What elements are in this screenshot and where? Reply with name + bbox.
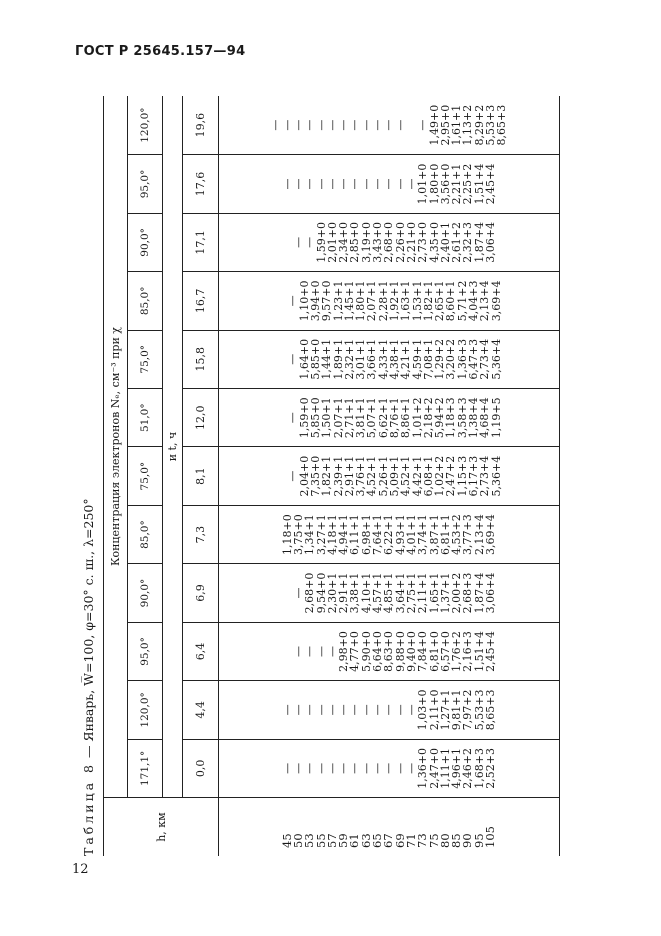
concentration-value: 2,25+2 <box>461 163 475 205</box>
concentration-value: 4,42+1 <box>410 455 424 497</box>
concentration-value: 1,01+0 <box>416 163 430 205</box>
concentration-value: 1,65+1 <box>427 572 441 614</box>
concentration-value: — <box>286 353 300 365</box>
time-header-cell: 7,3 <box>183 505 219 563</box>
chi-header-cell: 51,0° <box>128 389 163 447</box>
concentration-value: 5,53+3 <box>484 104 498 146</box>
concentration-value: 4,52+1 <box>365 455 379 497</box>
height-value: 75 <box>426 833 441 848</box>
concentration-value: — <box>371 178 385 190</box>
concentration-value: 6,98+1 <box>359 514 373 555</box>
concentration-value: 9,54+0 <box>314 572 328 614</box>
concentration-value: 1,15+3 <box>455 455 469 497</box>
concentration-value: 1,92+1 <box>388 280 401 322</box>
concentration-value: 1,18+0 <box>280 514 294 555</box>
concentration-value: 6,22+1 <box>382 514 396 555</box>
concentration-value: — <box>359 119 373 131</box>
concentration-value: 8,65+3 <box>484 689 498 731</box>
concentration-value: — <box>325 178 339 190</box>
concentration-value: 1,61+1 <box>450 104 464 146</box>
height-value: 80 <box>437 833 452 848</box>
concentration-value: 4,57+1 <box>371 572 385 614</box>
concentration-value: 1,49+0 <box>427 104 441 146</box>
time-header-cell: 6,9 <box>183 564 219 622</box>
concentration-value: 1,63+1 <box>399 280 413 322</box>
concentration-value: 1,53+1 <box>410 280 424 322</box>
height-value: 63 <box>358 833 373 848</box>
concentration-value: 3,74+1 <box>416 514 430 555</box>
concentration-value: 2,47+2 <box>444 455 458 497</box>
concentration-value: 2,16+3 <box>461 631 475 672</box>
value-column <box>219 96 560 155</box>
concentration-value: — <box>359 704 373 716</box>
concentration-value: 7,08+1 <box>421 338 435 380</box>
concentration-value: — <box>314 178 328 190</box>
concentration-value: — <box>359 762 373 774</box>
concentration-value: 2,04+0 <box>297 455 311 497</box>
chi-header-cell: 85,0° <box>128 505 163 563</box>
concentration-value: 4,96+1 <box>450 747 464 789</box>
concentration-value: — <box>348 119 362 131</box>
height-value: 71 <box>403 833 418 848</box>
concentration-value: — <box>303 645 317 657</box>
concentration-value: 2,45+4 <box>484 163 498 205</box>
concentration-value: 4,35+0 <box>427 222 441 263</box>
concentration-value: 3,87+1 <box>427 514 441 555</box>
concentration-value: 1,03+0 <box>416 689 430 731</box>
height-value: 55 <box>313 833 328 848</box>
concentration-value: 8,29+2 <box>472 104 486 146</box>
concentration-value: 3,43+0 <box>371 222 385 263</box>
concentration-value: 8,63+0 <box>382 631 396 672</box>
concentration-value: 3,58+3 <box>455 397 469 439</box>
concentration-value: 1,34+1 <box>303 514 317 555</box>
rotated-table-block <box>81 96 571 856</box>
concentration-value: — <box>303 178 317 190</box>
concentration-value: 1,37+1 <box>438 572 452 614</box>
concentration-value: 1,80+0 <box>427 163 441 205</box>
caption-label: Таблица 8 <box>81 761 96 856</box>
concentration-value: 6,81+0 <box>427 631 441 672</box>
concentration-value: 8,60+1 <box>444 280 458 322</box>
concentration-value: 2,73+4 <box>478 338 492 380</box>
concentration-value: 2,07+1 <box>331 397 345 439</box>
concentration-value: 1,13+2 <box>461 104 475 146</box>
concentration-value: — <box>286 295 300 307</box>
concentration-value: 1,59+0 <box>314 222 328 263</box>
concentration-value: — <box>291 645 305 657</box>
concentration-value: 1,11+1 <box>438 747 452 789</box>
concentration-value: 2,68+0 <box>382 222 396 263</box>
value-column <box>219 564 560 622</box>
page-number: 12 <box>72 862 89 877</box>
electron-concentration-table <box>103 96 560 856</box>
height-value: 59 <box>336 833 351 848</box>
concentration-value: 2,01+0 <box>325 222 339 263</box>
time-header-cell: 17,6 <box>183 155 219 213</box>
row-header-cell: h, км <box>104 798 219 856</box>
concentration-value: — <box>314 762 328 774</box>
concentration-value: 4,04+3 <box>467 280 481 322</box>
height-value: 53 <box>302 833 317 848</box>
concentration-value: 2,21+0 <box>404 222 418 263</box>
concentration-value: 4,21+1 <box>399 338 413 380</box>
concentration-value: 1,27+1 <box>438 689 452 731</box>
concentration-value: 4,93+1 <box>393 514 407 555</box>
time-header-cell: 4,4 <box>183 681 219 739</box>
concentration-value: 2,13+4 <box>478 280 492 322</box>
concentration-value: 3,94+0 <box>308 280 322 322</box>
concentration-value: — <box>382 762 396 774</box>
concentration-value: 6,47+3 <box>467 338 481 380</box>
value-column <box>219 447 560 505</box>
concentration-value: — <box>404 762 418 774</box>
concentration-value: 1,01+2 <box>410 397 424 439</box>
concentration-value: 4,68+4 <box>478 397 492 439</box>
concentration-value: 3,76+1 <box>354 455 368 497</box>
concentration-value: 5,09+1 <box>388 455 401 497</box>
concentration-value: 1,87+4 <box>472 572 486 614</box>
time-header-cell: 6,4 <box>183 622 219 680</box>
concentration-value: 3,56+0 <box>438 163 452 205</box>
concentration-value: 1,02+2 <box>433 455 447 497</box>
concentration-value: — <box>291 704 305 716</box>
concentration-value: 4,38+1 <box>388 338 401 380</box>
concentration-value: 2,68+0 <box>303 572 317 614</box>
concentration-value: 5,36+4 <box>489 455 503 497</box>
concentration-value: 4,52+1 <box>399 455 413 497</box>
concentration-value: 1,51+4 <box>472 163 486 205</box>
concentration-value: — <box>269 119 283 131</box>
concentration-value: 8,76+1 <box>388 397 401 439</box>
concentration-value: — <box>280 119 294 131</box>
height-value: 65 <box>370 833 385 848</box>
height-value: 45 <box>279 833 294 848</box>
concentration-value: 1,80+1 <box>354 280 368 322</box>
concentration-value: 8,65+3 <box>495 104 509 146</box>
concentration-value: — <box>393 704 407 716</box>
concentration-value: 2,40+1 <box>438 222 452 263</box>
chi-header-cell: 90,0° <box>128 213 163 271</box>
concentration-value: 4,33+1 <box>376 338 390 380</box>
concentration-value: 5,94+2 <box>433 397 447 439</box>
concentration-value: 1,36+3 <box>455 338 469 380</box>
time-header-cell: 0,0 <box>183 739 219 797</box>
concentration-value: 3,64+1 <box>393 572 407 614</box>
height-value: 67 <box>381 833 396 848</box>
concentration-value: — <box>291 587 305 599</box>
height-value: 69 <box>392 833 407 848</box>
chi-header-cell: 95,0° <box>128 622 163 680</box>
concentration-value: 3,66+1 <box>365 338 379 380</box>
concentration-value: 2,65+1 <box>433 280 447 322</box>
concentration-value: 7,64+1 <box>371 514 385 555</box>
concentration-value: 3,75+0 <box>291 514 305 555</box>
concentration-value: — <box>404 704 418 716</box>
concentration-value: 3,69+4 <box>484 514 498 555</box>
concentration-value: — <box>371 119 385 131</box>
concentration-value: — <box>393 762 407 774</box>
concentration-value: 1,87+4 <box>472 222 486 263</box>
concentration-value: — <box>382 178 396 190</box>
concentration-value: 1,59+0 <box>297 397 311 439</box>
concentration-value: — <box>382 704 396 716</box>
concentration-value: 2,21+1 <box>450 163 464 205</box>
concentration-value: 4,01+1 <box>404 514 418 555</box>
concentration-value: 1,45+1 <box>342 280 356 322</box>
caption-text: — Январь, W̅=100, φ=30° с. ш., λ=250° <box>81 498 96 758</box>
concentration-value: 4,53+2 <box>450 514 464 555</box>
concentration-value: 2,91+1 <box>337 572 351 614</box>
concentration-value: — <box>325 704 339 716</box>
concentration-value: 2,73+4 <box>478 455 492 497</box>
concentration-value: 1,29+2 <box>433 338 447 380</box>
concentration-value: 2,45+4 <box>484 631 498 672</box>
concentration-value: — <box>325 645 339 657</box>
value-column <box>219 505 560 563</box>
concentration-value: 3,27+1 <box>314 514 328 555</box>
concentration-value: — <box>303 704 317 716</box>
time-header-cell: 15,8 <box>183 330 219 388</box>
concentration-value: 2,28+1 <box>376 280 390 322</box>
value-column <box>219 681 560 739</box>
height-value: 57 <box>324 833 339 848</box>
height-value: 73 <box>415 833 430 848</box>
concentration-value: 5,90+0 <box>359 631 373 672</box>
concentration-value: 6,17+3 <box>467 455 481 497</box>
chi-header-cell: 120,0° <box>128 681 163 739</box>
concentration-value: 1,23+1 <box>331 280 345 322</box>
concentration-value: 1,19+5 <box>489 397 503 439</box>
concentration-value: — <box>337 119 351 131</box>
concentration-value: 9,40+0 <box>404 631 418 672</box>
value-column <box>219 213 560 271</box>
height-value: 61 <box>347 833 362 848</box>
concentration-value: 1,44+1 <box>320 338 334 380</box>
document-code-header: ГОСТ Р 25645.157—94 <box>75 44 246 59</box>
concentration-value: 9,88+0 <box>393 631 407 672</box>
value-column <box>219 622 560 680</box>
concentration-value: 7,35+0 <box>308 455 322 497</box>
chi-header-cell: 171,1° <box>128 739 163 797</box>
concentration-value: 2,85+0 <box>348 222 362 263</box>
concentration-value: 4,77+0 <box>348 631 362 672</box>
concentration-value: 5,36+4 <box>489 338 503 380</box>
concentration-value: 9,81+1 <box>450 689 464 731</box>
concentration-value: — <box>337 704 351 716</box>
concentration-value: 7,84+0 <box>416 631 430 672</box>
concentration-value: 1,76+2 <box>450 631 464 672</box>
concentration-value: 5,07+1 <box>365 397 379 439</box>
concentration-value: 2,32+3 <box>461 222 475 263</box>
concentration-value: 1,89+1 <box>331 338 345 380</box>
concentration-value: 3,81+1 <box>354 397 368 439</box>
concentration-value: 5,26+1 <box>376 455 390 497</box>
concentration-value: 7,97+2 <box>461 689 475 731</box>
concentration-value: 9,57+0 <box>320 280 334 322</box>
concentration-value: 1,82+1 <box>421 280 435 322</box>
value-column <box>219 330 560 388</box>
concentration-value: 1,10+0 <box>297 280 311 322</box>
height-value: 95 <box>471 833 486 848</box>
concentration-value: 5,71+2 <box>455 280 469 322</box>
value-column <box>219 155 560 213</box>
concentration-value: — <box>280 178 294 190</box>
table-title-cell: Концентрация электронов Nₑ, см⁻³ при χ <box>104 96 128 798</box>
concentration-value: 2,47+0 <box>427 747 441 789</box>
concentration-value: 2,46+2 <box>461 747 475 789</box>
chi-header-cell: 90,0° <box>128 564 163 622</box>
height-value: 50 <box>290 833 305 848</box>
concentration-value: 3,38+1 <box>348 572 362 614</box>
concentration-value: 2,34+0 <box>337 222 351 263</box>
concentration-value: — <box>382 119 396 131</box>
concentration-value: — <box>416 119 430 131</box>
concentration-value: 2,61+2 <box>450 222 464 263</box>
concentration-value: 2,91+1 <box>342 455 356 497</box>
concentration-value: 2,98+0 <box>337 631 351 672</box>
concentration-value: 2,13+4 <box>472 514 486 555</box>
height-value: 105 <box>483 826 498 848</box>
concentration-value: 2,32+1 <box>342 338 356 380</box>
concentration-value: — <box>337 178 351 190</box>
value-column <box>219 272 560 330</box>
chi-header-cell: 85,0° <box>128 272 163 330</box>
concentration-value: 4,85+1 <box>382 572 396 614</box>
concentration-value: 3,06+4 <box>484 222 498 263</box>
concentration-value: 2,71+1 <box>342 397 356 439</box>
concentration-value: 8,86+1 <box>399 397 413 439</box>
concentration-value: — <box>371 704 385 716</box>
concentration-value: 1,64+0 <box>297 338 311 380</box>
concentration-value: 4,10+1 <box>359 572 373 614</box>
concentration-value: 3,20+2 <box>444 338 458 380</box>
concentration-value: 2,07+1 <box>365 280 379 322</box>
concentration-value: — <box>393 178 407 190</box>
concentration-value: — <box>404 178 418 190</box>
concentration-value: 2,11+0 <box>427 689 441 731</box>
concentration-value: — <box>291 119 305 131</box>
chi-header-cell: 75,0° <box>128 330 163 388</box>
concentration-value: 6,64+0 <box>371 631 385 672</box>
height-value: 90 <box>460 833 475 848</box>
concentration-value: 2,68+3 <box>461 572 475 614</box>
chi-header-cell: 75,0° <box>128 447 163 505</box>
time-header-cell: 17,1 <box>183 213 219 271</box>
time-header-cell: 16,7 <box>183 272 219 330</box>
concentration-value: 1,51+4 <box>472 631 486 672</box>
concentration-value: 2,95+0 <box>438 104 452 146</box>
concentration-value: — <box>280 704 294 716</box>
concentration-value: 5,85+0 <box>308 338 322 380</box>
concentration-value: 6,11+1 <box>348 514 362 555</box>
table-caption <box>81 96 101 856</box>
concentration-value: — <box>393 119 407 131</box>
concentration-value: 3,69+4 <box>489 280 503 322</box>
concentration-value: 6,62+1 <box>376 397 390 439</box>
concentration-value: 5,85+0 <box>308 397 322 439</box>
concentration-value: — <box>371 762 385 774</box>
concentration-value: 5,53+3 <box>472 689 486 731</box>
concentration-value: 1,82+1 <box>320 455 334 497</box>
time-header-cell: 8,1 <box>183 447 219 505</box>
concentration-value: 1,18+3 <box>444 397 458 439</box>
concentration-value: — <box>286 470 300 482</box>
concentration-value: 1,68+3 <box>472 747 486 789</box>
concentration-value: 2,26+0 <box>393 222 407 263</box>
concentration-value: — <box>337 762 351 774</box>
concentration-value: — <box>314 119 328 131</box>
time-header-cell: 12,0 <box>183 389 219 447</box>
concentration-value: — <box>359 178 373 190</box>
concentration-value: — <box>348 704 362 716</box>
concentration-value: 3,01+1 <box>354 338 368 380</box>
concentration-value: — <box>348 178 362 190</box>
concentration-value: — <box>314 704 328 716</box>
concentration-value: 2,18+2 <box>421 397 435 439</box>
table-subheader-cell: и t, ч <box>163 96 183 798</box>
concentration-value: — <box>303 236 317 248</box>
concentration-value: 3,06+4 <box>484 572 498 614</box>
concentration-value: — <box>291 762 305 774</box>
concentration-value: 4,59+1 <box>410 338 424 380</box>
concentration-value: 4,94+1 <box>337 514 351 555</box>
concentration-value: 4,18+1 <box>325 514 339 555</box>
height-column <box>219 798 560 856</box>
concentration-value: 2,52+3 <box>484 747 498 789</box>
concentration-value: — <box>303 762 317 774</box>
concentration-value: 2,73+0 <box>416 222 430 263</box>
concentration-value: 2,39+1 <box>331 455 345 497</box>
height-value: 85 <box>449 833 464 848</box>
value-column <box>219 389 560 447</box>
concentration-value: — <box>348 762 362 774</box>
concentration-value: 1,50+1 <box>320 397 334 439</box>
concentration-value: — <box>291 178 305 190</box>
concentration-value: — <box>325 119 339 131</box>
value-column <box>219 739 560 797</box>
concentration-value: 3,19+0 <box>359 222 373 263</box>
concentration-value: — <box>280 762 294 774</box>
concentration-value: 3,77+3 <box>461 514 475 555</box>
concentration-value: — <box>314 645 328 657</box>
concentration-value: 1,38+4 <box>467 397 481 439</box>
concentration-value: 6,08+1 <box>421 455 435 497</box>
concentration-value: — <box>325 762 339 774</box>
concentration-value: 6,81+1 <box>438 514 452 555</box>
concentration-value: 1,36+0 <box>416 747 430 789</box>
chi-header-cell: 120,0° <box>128 96 163 155</box>
time-header-cell: 19,6 <box>183 96 219 155</box>
concentration-value: 2,00+2 <box>450 572 464 614</box>
chi-header-cell: 95,0° <box>128 155 163 213</box>
concentration-value: 2,11+1 <box>416 572 430 614</box>
concentration-value: — <box>303 119 317 131</box>
concentration-value: 6,57+0 <box>438 631 452 672</box>
concentration-value: 2,30+1 <box>325 572 339 614</box>
concentration-value: 2,75+1 <box>404 572 418 614</box>
concentration-value: — <box>291 236 305 248</box>
concentration-value: — <box>286 412 300 424</box>
